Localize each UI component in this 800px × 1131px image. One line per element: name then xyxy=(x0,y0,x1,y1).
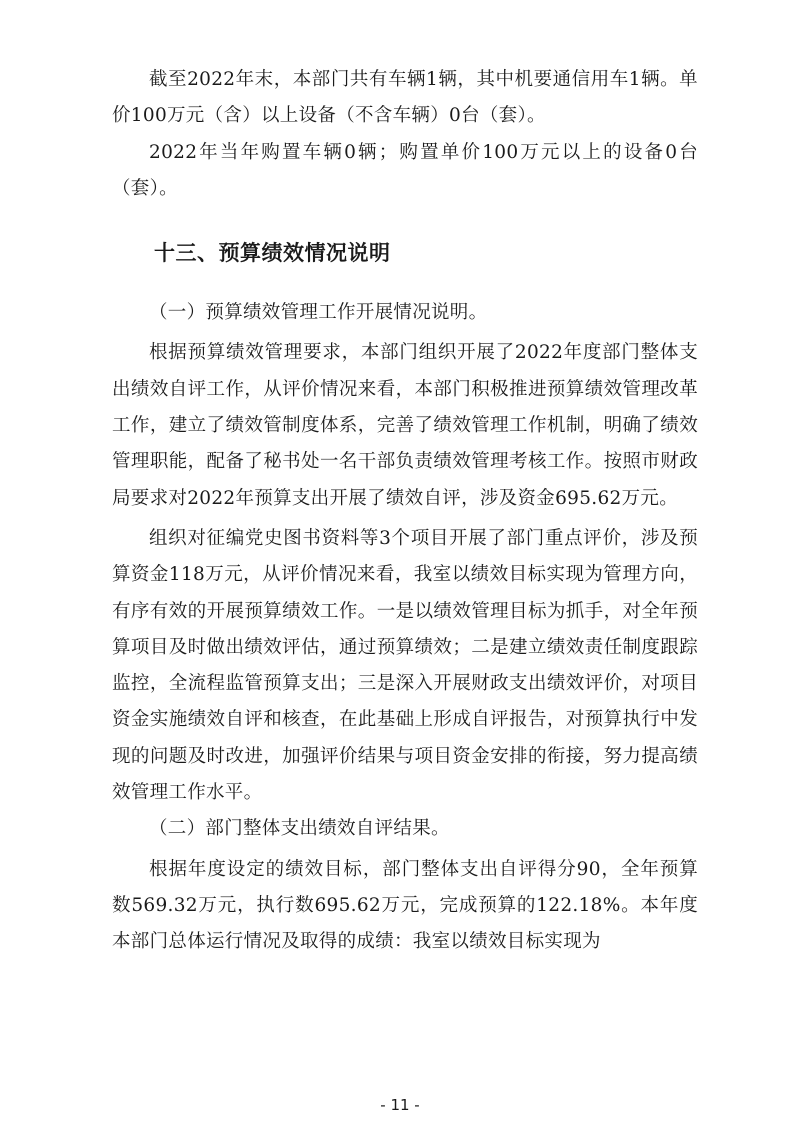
page-number: - 11 - xyxy=(380,1096,420,1114)
paragraph-purchases: 2022年当年购置车辆0辆；购置单价100万元以上的设备0台（套）。 xyxy=(112,141,698,199)
subsection-heading-1: （一）预算绩效管理工作开展情况说明。 xyxy=(149,302,488,324)
section-heading: 十三、预算绩效情况说明 xyxy=(154,241,391,266)
paragraph-vehicles: 截至2022年末，本部门共有车辆1辆，其中机要通信用车1辆。单价100万元（含）以上设备（不含车辆）0台（套）。 xyxy=(112,69,698,127)
subsection-heading-2: （二）部门整体支出绩效自评结果。 xyxy=(149,818,450,840)
paragraph-performance-management: 根据预算绩效管理要求，本部门组织开展了2022年度部门整体支出绩效自评工作，从评价情况来看，本部门积极推进预算绩效管理改革工作，建立了绩效管制度体系，完善了绩效管理工作机制，明确了绩效管理职能，配备了秘书处一名干部负责绩效管理考核工作。按照市财政局要求对2022年预算支出开展了绩效自评，涉及资金695.62万元。 xyxy=(112,342,698,509)
paragraph-key-evaluation: 组织对征编党史图书资料等3个项目开展了部门重点评价，涉及预算资金118万元，从评价情况来看，我室以绩效目标实现为管理方向，有序有效的开展预算绩效工作。一是以绩效管理目标为抓手，对全年预算项目及时做出绩效评估，通过预算绩效；二是建立绩效责任制度跟踪监控，全流程监管预算支出；三是深入开展财政支出绩效评价，对项目资金实施绩效自评和核查，在此基础上形成自评报告，对预算执行中发现的问题及时改进，加强评价结果与项目资金安排的衔接，努力提高绩效管理工作水平。 xyxy=(112,527,698,804)
page-content xyxy=(112,62,698,961)
paragraph-self-evaluation-result: 根据年度设定的绩效目标，部门整体支出自评得分90，全年预算数569.32万元，执行数695.62万元，完成预算的122.18%。本年度本部门总体运行情况及取得的成绩：我室以绩效目标实现为 xyxy=(112,858,698,953)
